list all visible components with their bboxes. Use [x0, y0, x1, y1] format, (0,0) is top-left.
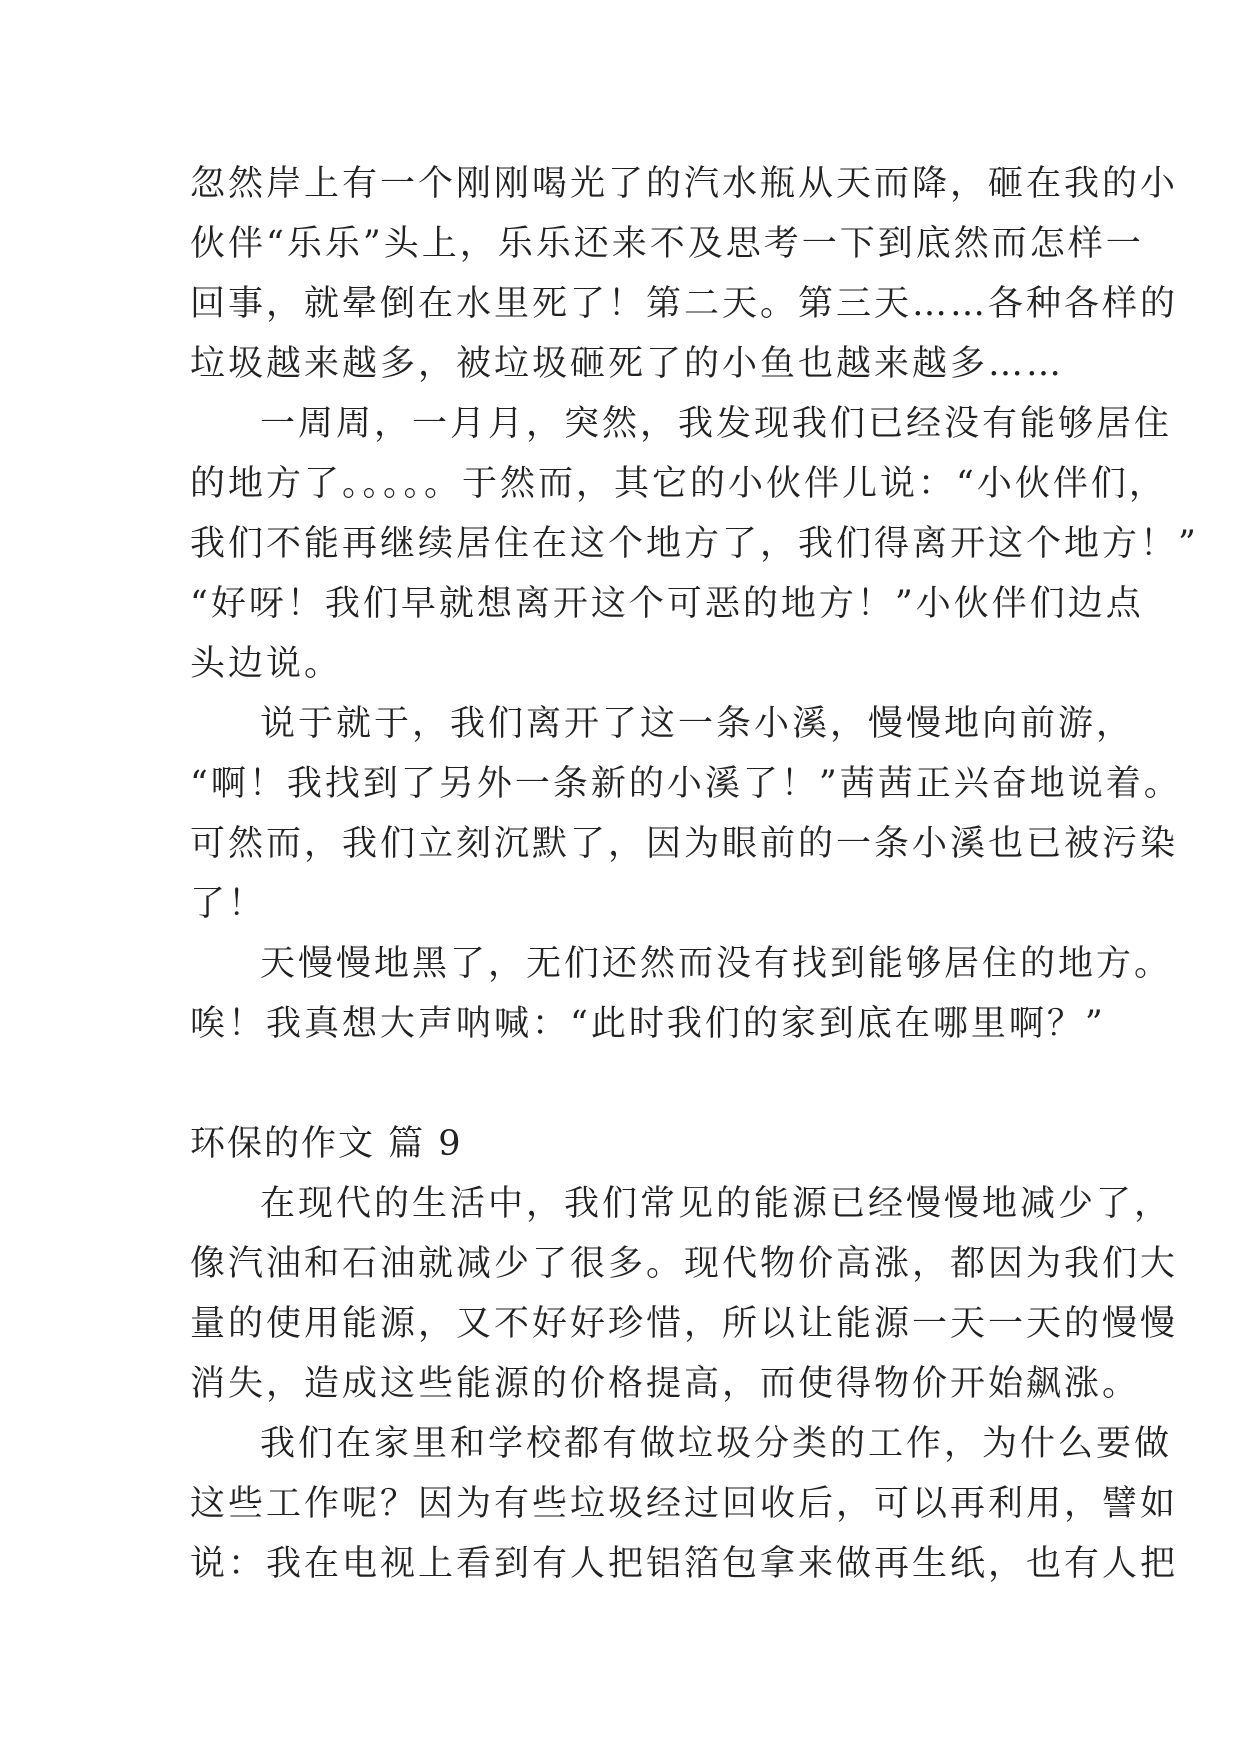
text-line: 唉！我真想大声呐喊：“此时我们的家到底在哪里啊？”: [190, 1004, 1106, 1044]
paragraph: [190, 934, 1173, 1054]
paragraph: [190, 394, 1199, 694]
paragraph: [190, 154, 1179, 394]
text-line: 垃圾越来越多，被垃圾砸死了的小鱼也越来越多……: [190, 344, 1065, 384]
text-line: 了！: [190, 884, 267, 924]
text-line: 一周周，一月月，突然，我发现我们已经没有能够居住: [260, 404, 1173, 444]
text-line: 我们不能再继续居住在这个地方了，我们得离开这个地方！”: [190, 524, 1199, 564]
text-line: 量的使用能源，又不好好珍惜，所以让能源一天一天的慢慢: [190, 1304, 1179, 1344]
text-line: 说于就于，我们离开了这一条小溪，慢慢地向前游，: [260, 704, 1135, 744]
text-line: 我们在家里和学校都有做垃圾分类的工作，为什么要做: [260, 1424, 1173, 1464]
text-line: “好呀！我们早就想离开这个可恶的地方！”小伙伴们边点: [190, 584, 1144, 624]
heading-text: 环保的作文 篇 9: [190, 1124, 463, 1164]
text-line: 这些工作呢？因为有些垃圾经过回收后，可以再利用，譬如: [190, 1484, 1179, 1524]
paragraph: [190, 1414, 1179, 1594]
text-line: 的地方了。。。。。于然而，其它的小伙伴儿说：“小伙伴们，: [190, 464, 1167, 504]
paragraph: [190, 694, 1182, 934]
paragraph: [190, 1174, 1179, 1414]
text-line: 说：我在电视上看到有人把铝箔包拿来做再生纸，也有人把: [190, 1544, 1179, 1584]
text-line: 忽然岸上有一个刚刚喝光了的汽水瓶从天而降，砸在我的小: [190, 164, 1179, 204]
text-line: 在现代的生活中，我们常见的能源已经慢慢地减少了，: [260, 1184, 1173, 1224]
text-line: 可然而，我们立刻沉默了，因为眼前的一条小溪也已被污染: [190, 824, 1179, 864]
text-line: 天慢慢地黑了，无们还然而没有找到能够居住的地方。: [260, 944, 1173, 984]
text-line: “啊！我找到了另外一条新的小溪了！”茜茜正兴奋地说着。: [190, 764, 1182, 804]
section-gap: [190, 1054, 1090, 1114]
text-line: 伙伴“乐乐”头上，乐乐还来不及思考一下到底然而怎样一: [190, 224, 1144, 264]
document-body: [190, 154, 1199, 1594]
text-line: 回事，就晕倒在水里死了！第二天。第三天……各种各样的: [190, 284, 1179, 324]
section-heading: [190, 1114, 1090, 1174]
text-line: 头边说。: [190, 644, 343, 684]
text-line: 消失，造成这些能源的价格提高，而使得物价开始飙涨。: [190, 1364, 1141, 1404]
text-line: 像汽油和石油就减少了很多。现代物价高涨，都因为我们大: [190, 1244, 1179, 1284]
